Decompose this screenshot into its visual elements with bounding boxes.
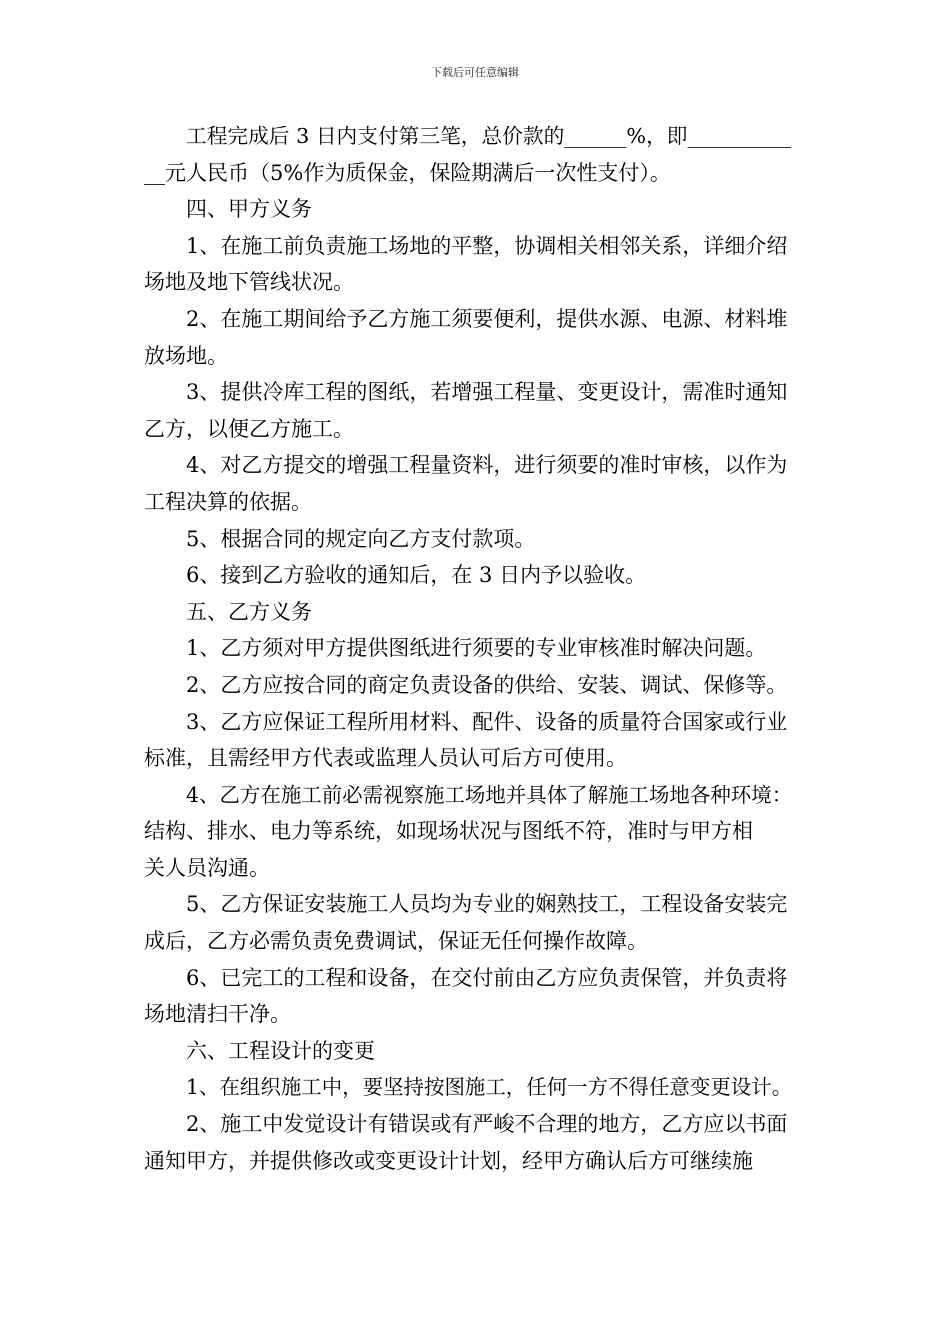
text-line: 标准，且需经甲方代表或监理人员认可后方可使用。 <box>144 746 627 771</box>
text-line: 1、乙方须对甲方提供图纸进行须要的专业审核准时解决问题。 <box>186 636 767 661</box>
text-line: 通知甲方，并提供修改或变更设计计划，经甲方确认后方可继续施 <box>144 1148 753 1173</box>
page-header: 下载后可任意编辑 <box>431 66 519 79</box>
document-body <box>144 118 812 1179</box>
text-line: 场地清扫干净。 <box>144 1002 291 1027</box>
section-heading: 四、甲方义务 <box>186 197 312 222</box>
text-line: 2、施工中发觉设计有错误或有严峻不合理的地方，乙方应以书面 <box>186 1112 788 1137</box>
text-line: 1、在施工前负责施工场地的平整，协调相关相邻关系，详细介绍 <box>186 233 788 258</box>
text-line: 1、在组织施工中，要坚持按图施工，任何一方不得任意变更设计。 <box>186 1075 793 1100</box>
text-line: 成后，乙方必需负责免费调试，保证无任何操作故障。 <box>144 929 648 954</box>
text-line: 关人员沟通。 <box>144 855 270 880</box>
text-line: 工程决算的依据。 <box>144 489 312 514</box>
text-line: 工程完成后 3 日内支付第三笔，总价款的______%，即__________ <box>186 124 791 148</box>
section-heading: 五、乙方义务 <box>186 599 312 624</box>
text-line: 场地及地下管线状况。 <box>144 270 354 295</box>
text-line: 6、已完工的工程和设备，在交付前由乙方应负责保管，并负责将 <box>186 965 788 990</box>
section-heading: 六、工程设计的变更 <box>186 1038 375 1063</box>
text-line: 3、提供冷库工程的图纸，若增强工程量、变更设计，需准时通知 <box>186 380 788 405</box>
text-line: 4、乙方在施工前必需视察施工场地并具体了解施工场地各种环境： <box>186 782 793 807</box>
text-line: 放场地。 <box>144 343 228 368</box>
text-line: 3、乙方应保证工程所用材料、配件、设备的质量符合国家或行业 <box>186 709 788 734</box>
text-line: 6、接到乙方验收的通知后，在 3 日内予以验收。 <box>186 563 647 588</box>
text-line: __元人民币（5%作为质保金，保险期满后一次性支付）。 <box>144 160 671 185</box>
text-line: 4、对乙方提交的增强工程量资料，进行须要的准时审核，以作为 <box>186 453 788 478</box>
text-line: 5、根据合同的规定向乙方支付款项。 <box>186 526 536 551</box>
text-line: 2、在施工期间给予乙方施工须要便利，提供水源、电源、材料堆 <box>186 306 788 331</box>
text-line: 5、乙方保证安装施工人员均为专业的娴熟技工，工程设备安装完 <box>186 892 788 917</box>
text-line: 乙方，以便乙方施工。 <box>144 416 354 441</box>
text-line: 2、乙方应按合同的商定负责设备的供给、安装、调试、保修等。 <box>186 672 788 697</box>
text-line: 结构、排水、电力等系统，如现场状况与图纸不符，准时与甲方相 <box>144 819 753 844</box>
